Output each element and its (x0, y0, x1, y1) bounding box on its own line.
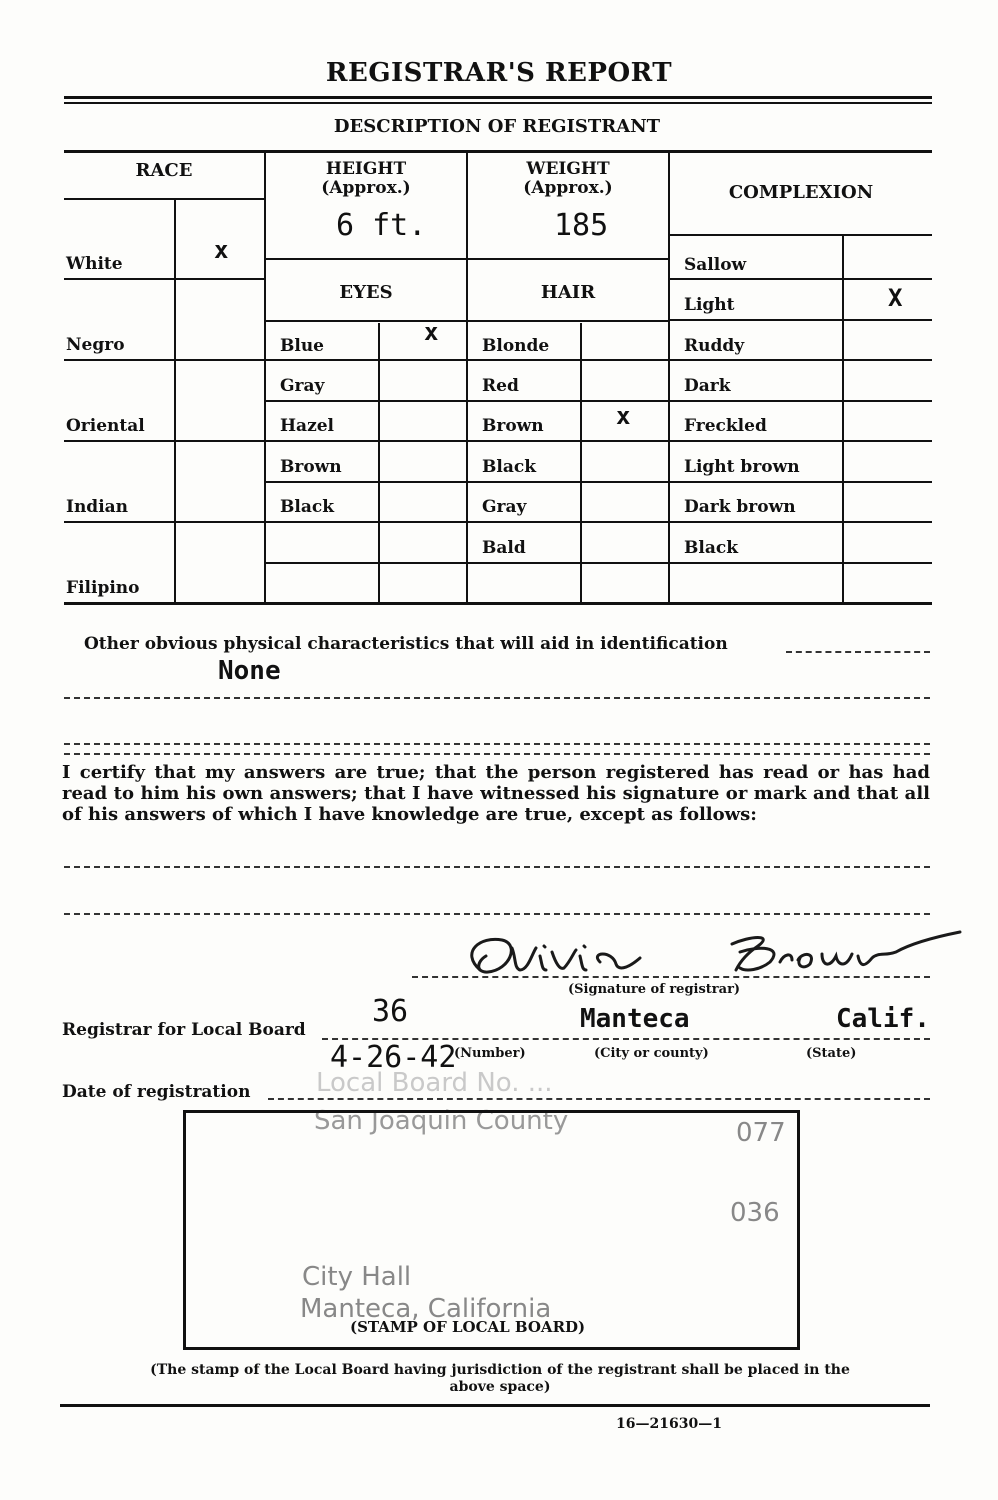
eyes-option-hazel: Hazel (280, 416, 335, 436)
local-board-label: Registrar for Local Board (62, 1020, 306, 1040)
race-option-white: White (66, 254, 123, 274)
hair-option-bald: Bald (482, 538, 526, 558)
local-board-number-caption: (Number) (454, 1046, 526, 1061)
stamp-caption: (STAMP OF LOCAL BOARD) (350, 1318, 586, 1336)
eyes-option-gray: Gray (280, 376, 325, 396)
title-rule-thin (64, 102, 932, 104)
stamp-board-line: Local Board No. ... (316, 1068, 553, 1098)
eyes-option-brown: Brown (280, 457, 342, 477)
complexion-option-black: Black (684, 538, 738, 558)
stamp-city: Manteca, California (300, 1294, 552, 1324)
local-board-state-caption: (State) (806, 1046, 857, 1061)
eyes-header: EYES (339, 282, 393, 303)
eyes-option-black: Black (280, 497, 334, 517)
hair-header: HAIR (540, 282, 596, 303)
hair-option-blonde: Blonde (482, 336, 550, 356)
height-value: 6 ft. (336, 208, 427, 243)
eyes-option-blue: Blue (280, 336, 325, 356)
complexion-option-light-brown: Light brown (684, 457, 800, 477)
signature-caption: (Signature of registrar) (568, 982, 741, 997)
eyes-blue-mark: x (424, 318, 439, 346)
other-characteristics-label: Other obvious physical characteristics that will aid in identification (84, 634, 728, 654)
certification-text: I certify that my answers are true; that the person registered has read or has had read to him his own answers; that I have witnessed his signature or mark and that all of his answers of which I have knowledge are true, except as follows: (62, 762, 930, 825)
race-option-indian: Indian (66, 497, 129, 517)
stamp-county: San Joaquin County (314, 1106, 569, 1136)
page-title: REGISTRAR'S REPORT (325, 58, 673, 88)
complexion-option-dark: Dark (684, 376, 731, 396)
weight-value: 185 (554, 208, 609, 243)
hair-brown-mark: x (616, 402, 631, 430)
hair-option-black: Black (482, 457, 536, 477)
local-board-city: Manteca (580, 1004, 690, 1034)
race-option-oriental: Oriental (66, 416, 145, 436)
stamp-code-1: 077 (736, 1118, 786, 1148)
stamp-code-2: 036 (730, 1198, 780, 1228)
hair-option-gray: Gray (482, 497, 527, 517)
complexion-option-ruddy: Ruddy (684, 336, 745, 356)
hair-option-brown: Brown (482, 416, 544, 436)
race-header: RACE (135, 160, 193, 181)
weight-header: WEIGHT (Approx.) (523, 159, 613, 198)
race-white-mark: x (214, 236, 229, 264)
other-characteristics-value: None (218, 656, 281, 686)
registration-date-label: Date of registration (62, 1082, 251, 1102)
complexion-option-sallow: Sallow (684, 255, 747, 275)
local-board-city-caption: (City or county) (594, 1046, 709, 1061)
form-number: 16—21630—1 (616, 1416, 722, 1432)
height-header: HEIGHT (Approx.) (321, 159, 411, 198)
local-board-state: Calif. (836, 1004, 930, 1034)
local-board-number: 36 (372, 994, 409, 1029)
race-option-filipino: Filipino (66, 578, 140, 598)
hair-option-red: Red (482, 376, 519, 396)
complexion-option-freckled: Freckled (684, 416, 767, 436)
section-subtitle: DESCRIPTION OF REGISTRANT (333, 116, 661, 137)
complexion-light-mark: X (888, 284, 903, 312)
title-rule (64, 96, 932, 99)
complexion-header: COMPLEXION (728, 182, 874, 203)
registration-date-value: 4-26-42 (330, 1040, 457, 1075)
race-option-negro: Negro (66, 335, 125, 355)
complexion-option-dark-brown: Dark brown (684, 497, 796, 517)
stamp-instruction-note: (The stamp of the Local Board having jurisdiction of the registrant shall be placed in the above space) (150, 1362, 850, 1395)
complexion-option-light: Light (684, 295, 735, 315)
stamp-office: City Hall (302, 1262, 412, 1292)
